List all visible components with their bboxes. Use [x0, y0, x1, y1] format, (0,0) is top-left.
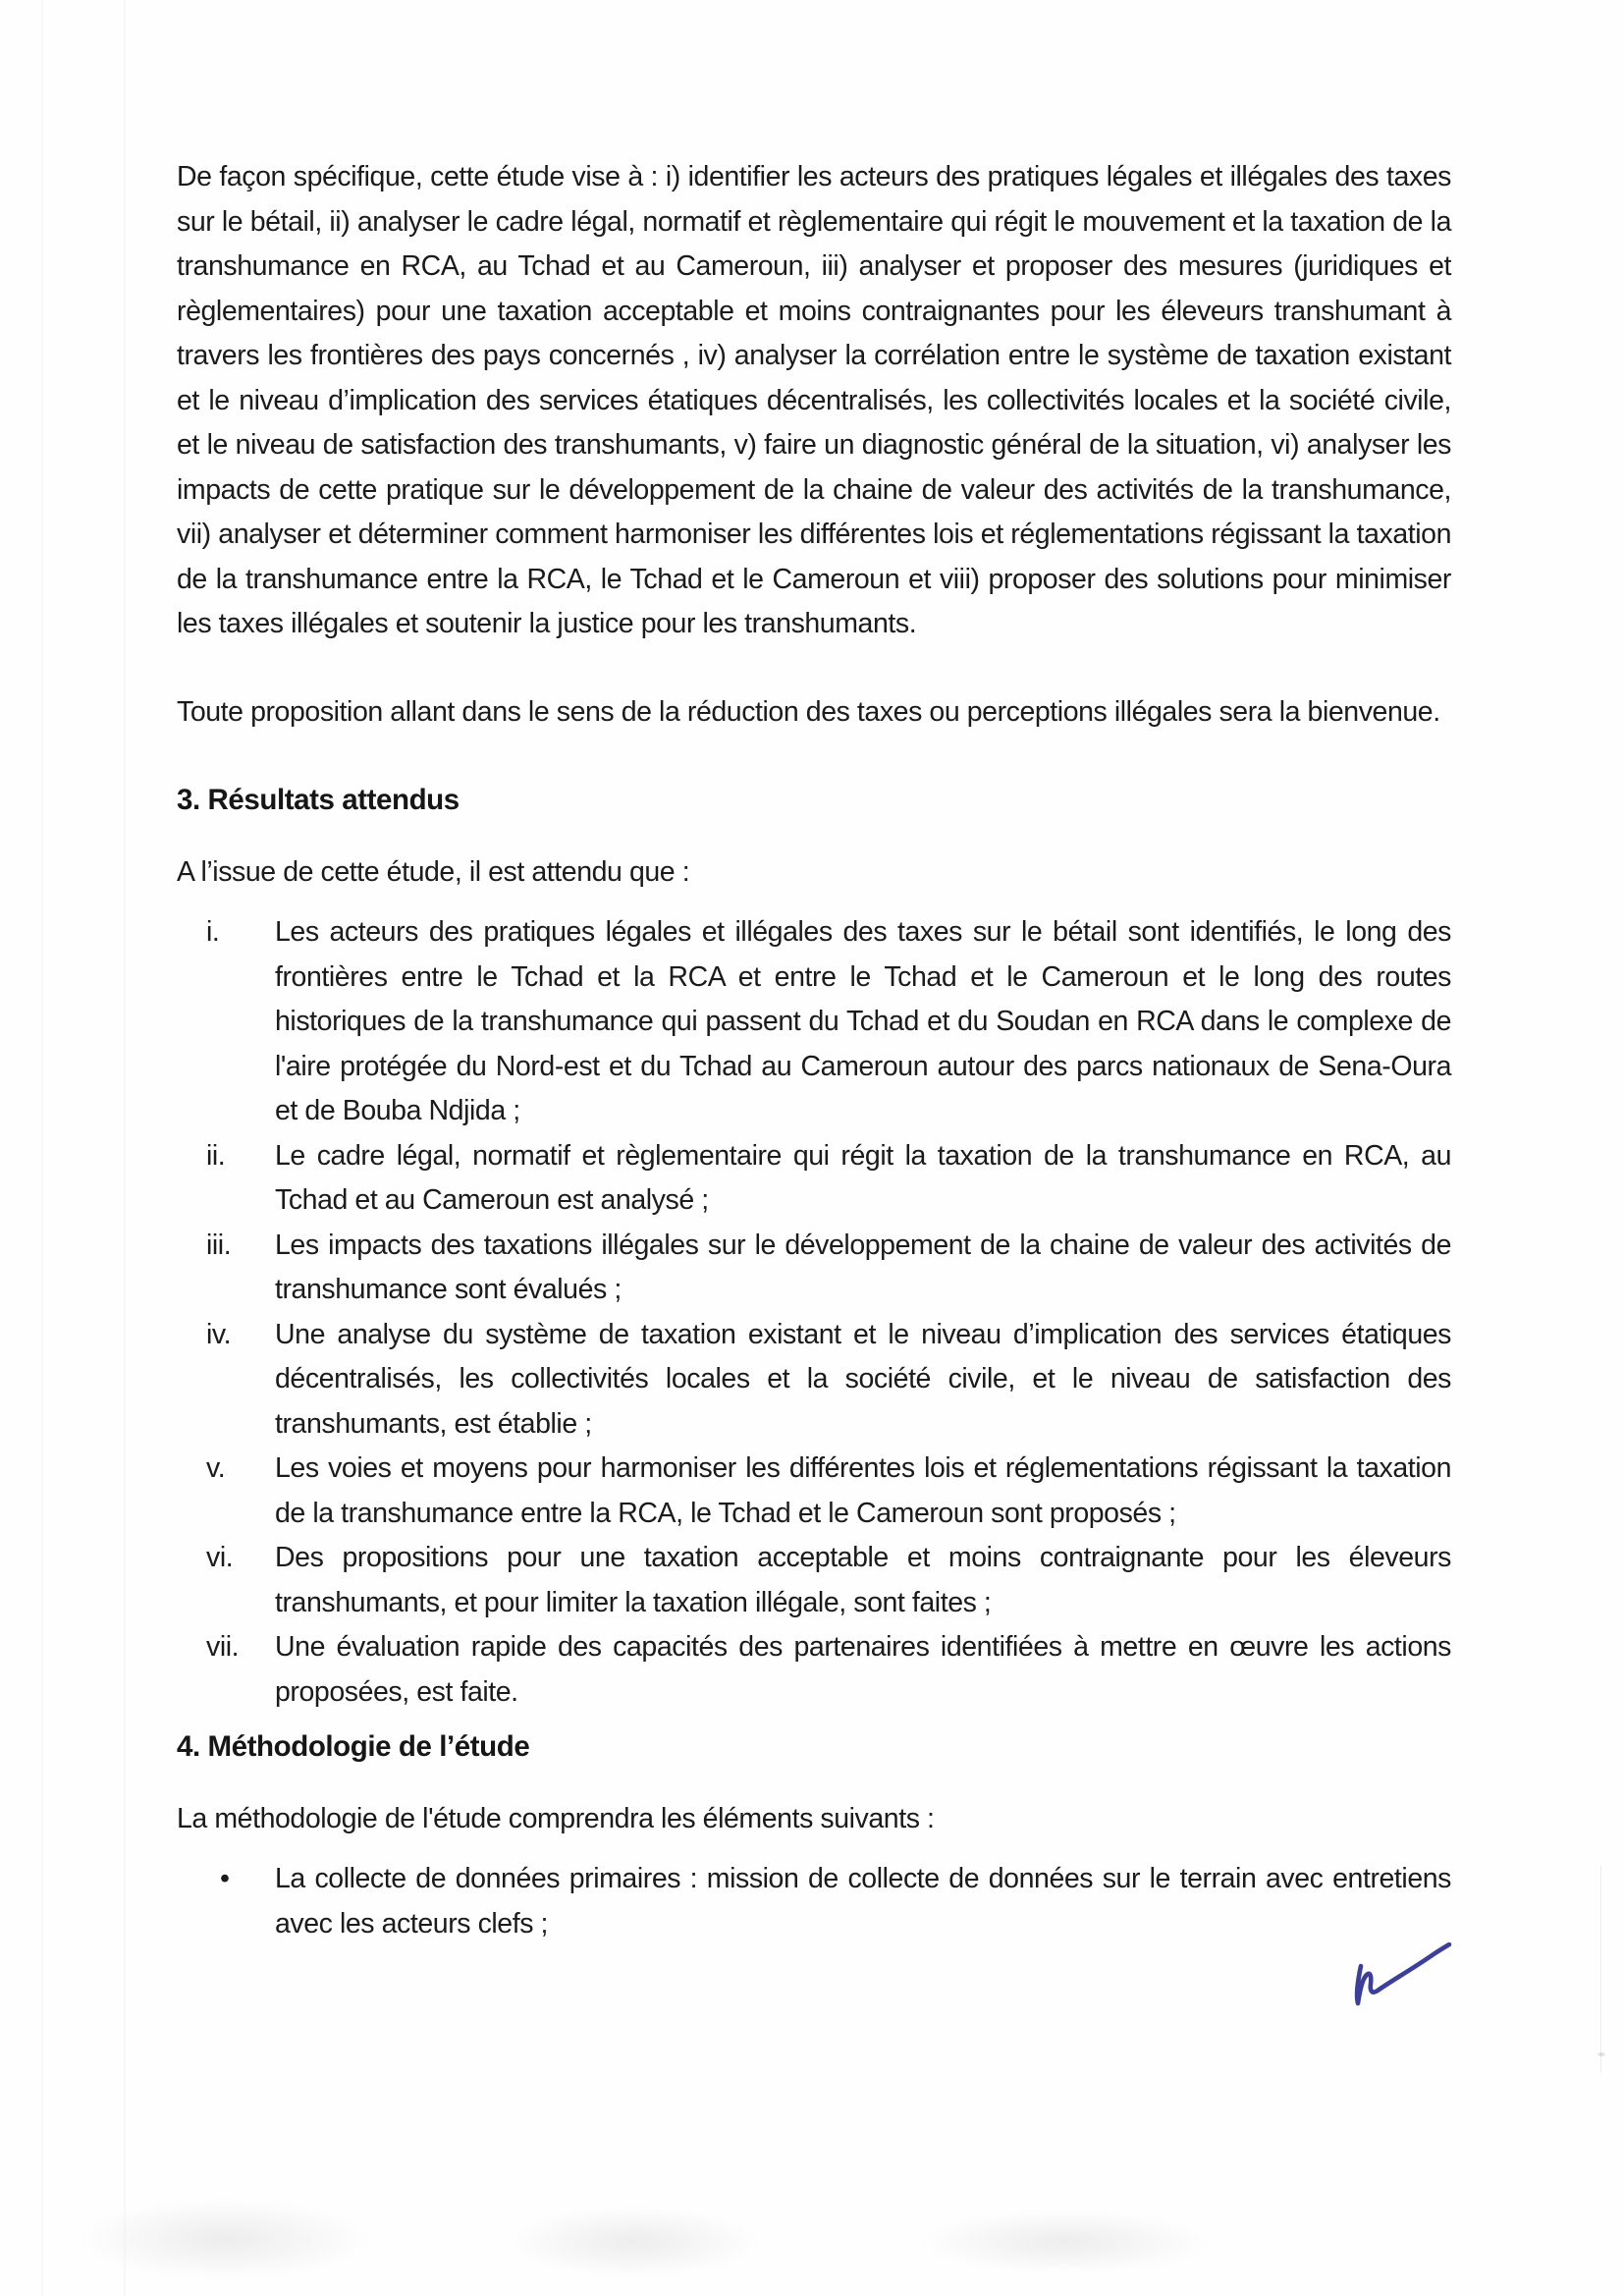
list-item-text: Le cadre légal, normatif et règlementaire qui régit la taxation de la transhumance en RCA, au Tchad et au Cameroun est analysé ;: [275, 1139, 1451, 1216]
handwritten-checkmark-icon: [1347, 1942, 1455, 2013]
scan-fold-line: [124, 0, 126, 2296]
list-marker: vi.: [206, 1542, 234, 1573]
list-item: [177, 1313, 1451, 1448]
scan-smudge: [82, 2200, 367, 2278]
list-item-text: Les voies et moyens pour harmoniser les différentes lois et réglementations régissant la taxation de la transhumance entre la RCA, le Tchad et le Cameroun sont proposés ;: [275, 1452, 1451, 1529]
list-item: [177, 1857, 1451, 1946]
scan-smudge: [923, 2212, 1208, 2272]
list-item: [177, 910, 1451, 1134]
list-item: [177, 1625, 1451, 1715]
scan-speck: [1597, 2052, 1605, 2056]
methodology-bullet-list: [177, 1857, 1451, 1946]
bullet-icon: •: [220, 1863, 230, 1894]
list-item-text: Une analyse du système de taxation existant et le niveau d’implication des services étatiques décentralisés, les collectivités locales et la société civile, et le niveau de satisfaction des transhumants, est établie ;: [275, 1318, 1451, 1440]
list-item: [177, 1224, 1451, 1313]
section-heading-methodologie: 4. Méthodologie de l’étude: [177, 1730, 530, 1763]
list-item-text: Les acteurs des pratiques légales et illégales des taxes sur le bétail sont identifiés, le long des frontières entre le Tchad et la RCA et entre le Tchad et le Cameroun et le long des routes historiques de la transhumance qui passent du Tchad et du Soudan en RCA dans le complexe de l'aire protégée du Nord-est et du Tchad au Cameroun autour des parcs nationaux de Sena-Oura et de Bouba Ndjida ;: [275, 916, 1451, 1126]
expected-results-list: [177, 910, 1451, 1715]
document-body: [177, 155, 1451, 1946]
expected-results-intro: A l’issue de cette étude, il est attendu que :: [177, 855, 690, 888]
list-item-text: La collecte de données primaires : mission de collecte de données sur le terrain avec entretiens avec les acteurs clefs ;: [275, 1863, 1451, 1940]
list-marker: iii.: [206, 1229, 232, 1261]
scan-fold-line: [41, 0, 43, 2296]
list-marker: ii.: [206, 1139, 226, 1172]
list-item: [177, 1536, 1451, 1625]
section-heading-resultats-attendus: 3. Résultats attendus: [177, 784, 460, 816]
list-marker: vii.: [206, 1631, 240, 1663]
list-marker: iv.: [206, 1318, 232, 1350]
list-item-text: Une évaluation rapide des capacités des partenaires identifiées à mettre en œuvre les actions proposées, est faite.: [275, 1631, 1451, 1708]
methodology-intro: La méthodologie de l'étude comprendra les éléments suivants :: [177, 1802, 935, 1834]
list-item: [177, 1447, 1451, 1536]
paragraph-proposal-welcome: Toute proposition allant dans le sens de la réduction des taxes ou perceptions illégales sera la bienvenue.: [177, 695, 1440, 728]
list-item-text: Les impacts des taxations illégales sur le développement de la chaine de valeur des activités de transhumance sont évalués ;: [275, 1229, 1451, 1305]
list-item: [177, 1134, 1451, 1224]
scan-smudge: [511, 2208, 756, 2276]
list-marker: v.: [206, 1452, 226, 1484]
list-item-text: Des propositions pour une taxation acceptable et moins contraignante pour les éleveurs transhumants, et pour limiter la taxation illégale, sont faites ;: [275, 1542, 1451, 1618]
paragraph-specific-objectives: De façon spécifique, cette étude vise à : i) identifier les acteurs des pratiques légales et illégales des taxes sur le bétail, ii) analyser le cadre légal, normatif et règlementaire qui régit le mouvement et la taxation de la transhumance en RCA, au Tchad et au Cameroun, iii) analyser et proposer des mesures (juridiques et règlementaires) pour une taxation acceptable et moins contraignantes pour les éleveurs transhumant à travers les frontières des pays concernés , iv) analyser la corrélation entre le système de taxation existant et le niveau d’implication des services étatiques décentralisés, les collectivités locales et la société civile, et le niveau de satisfaction des transhumants, v) faire un diagnostic général de la situation, vi) analyser les impacts de cette pratique sur le développement de la chaine de valeur des activités de la transhumance, vii) analyser et déterminer comment harmoniser les différentes lois et réglementations régissant la taxation de la transhumance entre la RCA, le Tchad et le Cameroun et viii) proposer des solutions pour minimiser les taxes illégales et soutenir la justice pour les transhumants.: [177, 161, 1451, 639]
list-marker: i.: [206, 916, 220, 948]
scan-edge-line: [1600, 1866, 1601, 2072]
